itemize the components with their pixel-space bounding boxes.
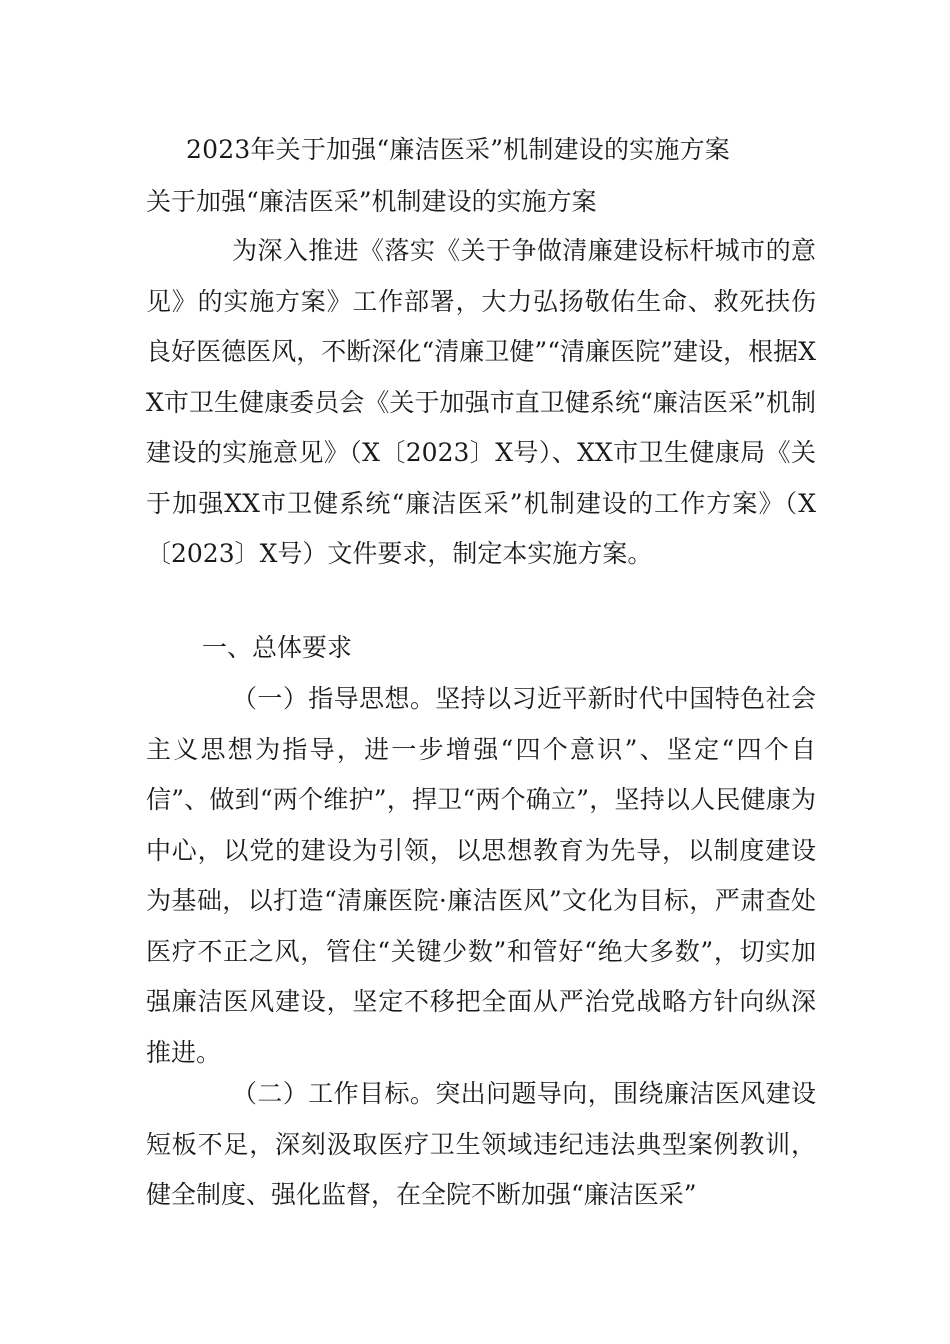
intro-paragraph: 为深入推进《落实《关于争做清廉建设标杆城市的意见》的实施方案》工作部署，大力弘扬敬佑生命、救死扶伤良好医德医风，不断深化“清廉卫健”“清廉医院”建设，根据XX市卫生健康委员会《关于加强市直卫健系统“廉洁医采”机制建设的实施意见》（X〔2023〕X号）、XX市卫生健康局《关于加强XX市卫健系统“廉洁医采”机制建设的工作方案》（X〔2023〕X号）文件要求，制定本实施方案。 — [146, 236, 816, 568]
document-title: 2023年关于加强“廉洁医采”机制建设的实施方案 — [186, 135, 730, 164]
guiding-thought-paragraph: （一）指导思想。坚持以习近平新时代中国特色社会主义思想为指导，进一步增强“四个意识”、坚定“四个自信”、做到“两个维护”，捍卫“两个确立”，坚持以人民健康为中心，以党的建设为引领，以思想教育为先导，以制度建设为基础，以打造“清廉医院·廉洁医风”文化为目标，严肃查处医疗不正之风，管住“关键少数”和管好“绝大多数”，切实加强廉洁医风建设，坚定不移把全面从严治党战略方针向纵深推进。 — [146, 684, 816, 1067]
work-goal-paragraph: （二）工作目标。突出问题导向，围绕廉洁医风建设短板不足，深刻汲取医疗卫生领域违纪违法典型案例教训，健全制度、强化监督，在全院不断加强“廉洁医采” — [146, 1079, 816, 1209]
document-subtitle: 关于加强“廉洁医采”机制建设的实施方案 — [146, 187, 597, 216]
section-heading-general-requirements: 一、总体要求 — [202, 633, 353, 662]
